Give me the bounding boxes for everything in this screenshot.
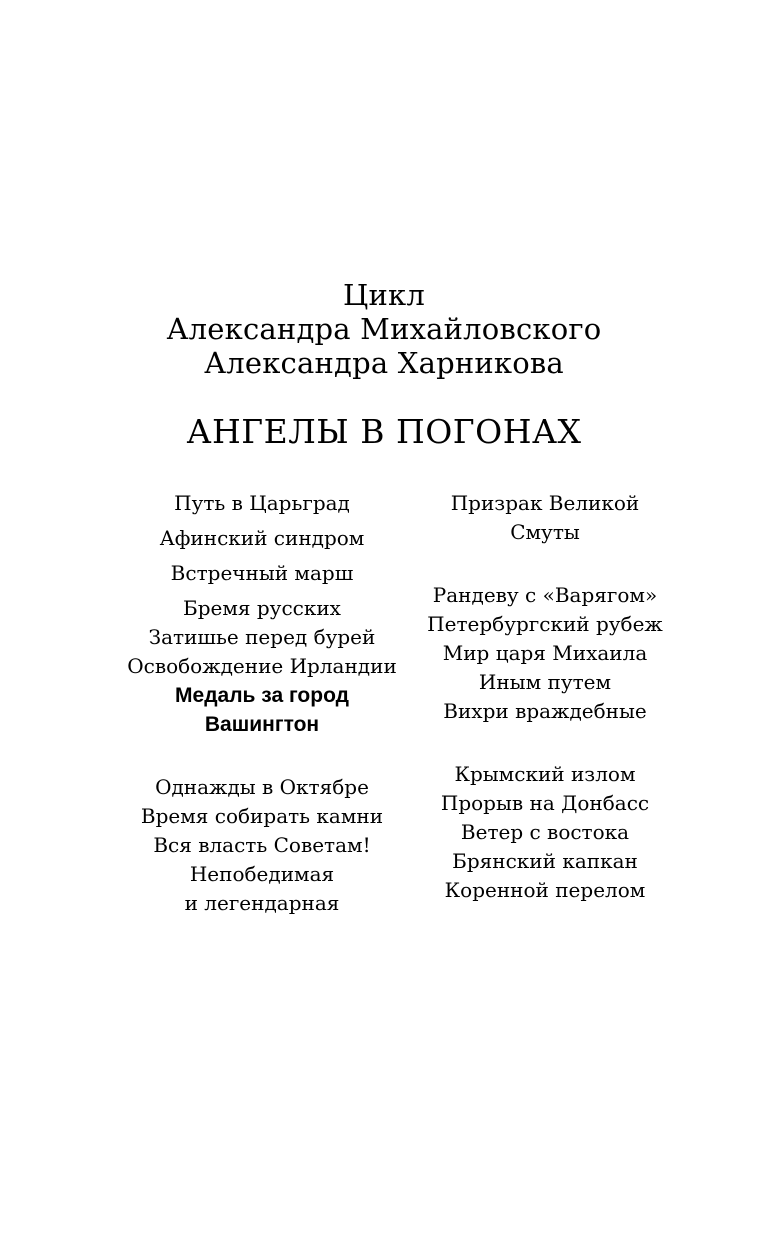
cycle-label: Цикл [343, 278, 425, 312]
book-title: Призрак Великой [450, 491, 640, 515]
book-title-highlighted: Вашингтон [204, 713, 320, 736]
author-name-1: Александра Михайловского [166, 312, 602, 346]
author-name-2: Александра Харникова [204, 346, 564, 380]
book-title: Затишье перед бурей [148, 625, 376, 649]
book-title: Мир царя Михаила [442, 641, 648, 665]
book-title: Крымский излом [454, 762, 636, 786]
book-title: Встречный марш [170, 561, 354, 585]
book-title: Прорыв на Донбасс [440, 791, 650, 815]
book-title-highlighted: Медаль за город [175, 684, 349, 707]
book-title: Освобождение Ирландии [127, 654, 397, 678]
book-title: Вся власть Советам! [153, 833, 371, 857]
series-header [0, 278, 768, 380]
book-title: Ветер с востока [460, 820, 630, 844]
book-title: и легендарная [184, 891, 340, 915]
book-title: Смуты [510, 520, 580, 544]
book-title: Путь в Царьград [174, 491, 350, 515]
book-title: Рандеву с «Варягом» [432, 583, 658, 607]
book-title: Иным путем [478, 670, 612, 694]
book-title: Время собирать камни [140, 804, 384, 828]
book-title: Брянский капкан [452, 849, 638, 873]
book-list-right [390, 488, 700, 905]
book-title: Вихри враждебные [443, 699, 647, 723]
book-title: Петербургский рубеж [427, 612, 663, 636]
book-title: Однажды в Октябре [155, 775, 369, 799]
book-title: Бремя русских [183, 596, 341, 620]
book-title: Непобедимая [189, 862, 335, 886]
book-title: Афинский синдром [159, 526, 365, 550]
book-title: Коренной перелом [444, 878, 646, 902]
book-list-left [100, 488, 424, 918]
series-title: АНГЕЛЫ В ПОГОНАХ [186, 412, 582, 451]
